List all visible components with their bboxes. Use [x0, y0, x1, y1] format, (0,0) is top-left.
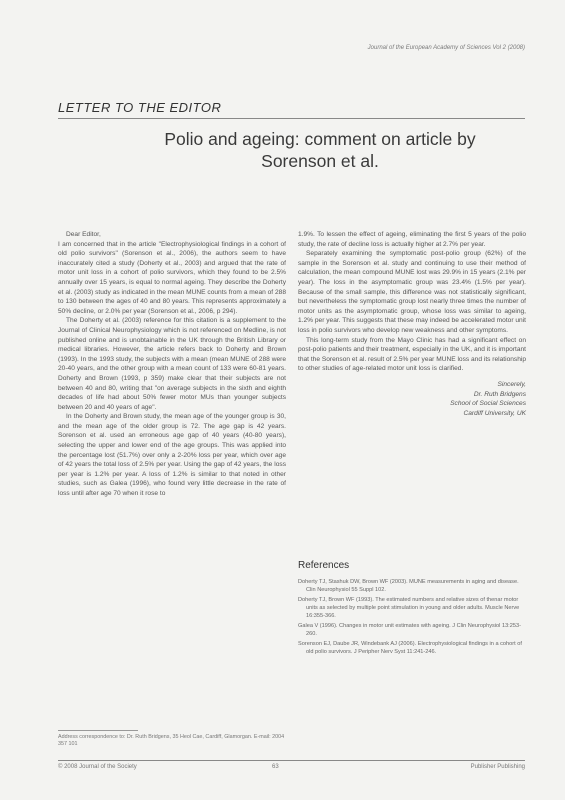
- title-line-1: Polio and ageing: comment on article by: [164, 129, 476, 149]
- footnote: Address correspondence to: Dr. Ruth Bridgens, 35 Heol Cae, Cardiff, Glamorgan. E-mail: 2004 357 101: [58, 734, 285, 747]
- reference-item: Doherty TJ, Stashuk DW, Brown WF (2003). MUNE measurements in aging and disease. Clin Neurophysiol 55 Suppl 102.: [298, 579, 519, 593]
- section-label: LETTER TO THE EDITOR: [58, 100, 222, 115]
- reference-item: Galea V (1996). Changes in motor unit estimates with ageing. J Clin Neurophysiol 13:253-260.: [298, 623, 521, 637]
- paragraph: This long-term study from the Mayo Clinic has had a significant effect on post-polio patients and their treatment, especially in the UK, and it is important that the Sorenson et al. result of 2.5% per year MUNE loss and its relationship to other studies of age-related motor unit loss is clarified.: [298, 336, 526, 373]
- left-column: [58, 230, 286, 499]
- references-list: [298, 578, 526, 658]
- footer-copyright: © 2008 Journal of the Society: [58, 764, 137, 770]
- paragraph: The Doherty et al. (2003) reference for this citation is a supplement to the Journal of Clinical Neurophysiology which is not referenced on Medline, is not published online and is unobtainable in the UK through the British Library or medical libraries. However, the article refers back to Doherty and Brown (1993). In the 1993 study, the subjects with a mean (mean MUNE of 288 were 20-40 years, and the other group with a mean count of 133 were 60-81 years. Doherty and Brown (1993, p 359) make clear that their subjects are not between 40 and 80, writing that "on average subjects in the sixth and eighth decades of life had about 50% fewer motor MUs than younger subjects between 20 and 40 years of age".: [58, 317, 286, 411]
- journal-header: Journal of the European Academy of Sciences Vol 2 (2008): [367, 45, 525, 51]
- reference-item: Sorenson EJ, Daube JR, Windebank AJ (2006). Electrophysiological findings in a cohort of old polio survivors. J Peripher Nerv Syst 11:241-246.: [298, 641, 522, 655]
- footnote-rule: [58, 730, 138, 731]
- right-column: [298, 230, 526, 418]
- paragraph: Separately examining the symptomatic post-polio group (62%) of the sample in the Sorenson et al. study and continuing to use their method of calculation, the mean compound MUNE lost was 29.9% in 15 years (2.1% per year). The loss in the asymptomatic group was 23.4% (1.5% per year). Because of the small sample, this difference was not statistically significant, but nevertheless the symptomatic group lost nearly three times the number of motor units as the asymptomatic group, whose loss was similar to ageing, 1.2% per year. This suggests that these may indeed be accelerated motor unit loss in polio survivors who develop new weakness and other symptoms.: [298, 250, 526, 334]
- references-title: References: [298, 560, 350, 571]
- page-number: 63: [272, 764, 279, 770]
- signoff-dept: School of Social Sciences: [450, 400, 526, 408]
- article-title: [140, 128, 500, 172]
- signoff-name: Dr. Ruth Bridgens: [473, 390, 526, 398]
- header-rule: [58, 118, 525, 119]
- paragraph: 1.9%. To lessen the effect of ageing, eliminating the first 5 years of the polio study, the rate of decline loss is actually higher at 2.7% per year.: [298, 231, 526, 248]
- footer-rule: [58, 760, 525, 761]
- salutation: Dear Editor,: [66, 231, 101, 238]
- paragraph: In the Doherty and Brown study, the mean age of the younger group is 30, and the mean age of the older group is 72. The age gap is 42 years. Sorenson et al. used an erroneous age gap of 40 years (40-80 years), selecting the upper and lower end of the age groups. This was applied into the percentage lost (51.7%) over only a 2-20% loss per year, which over age of 42 years the total loss of 2.5% per year. Using the gap of 42 years, the loss per year is 1.2% per year. A loss of 1.2% is similar to that noted in other studies, such as Galea (1996), who found very little decrease in the rate of loss until after age 70 when it rose to: [58, 413, 286, 498]
- signoff-institution: Cardiff University, UK: [463, 409, 526, 417]
- paragraph: I am concerned that in the article "Electrophysiological findings in a cohort of old polio survivors" (Sorenson et al., 2006), the authors seem to have inaccurately cited a study (Doherty et al., 2003) and argued that the rate of motor unit loss in a cohort of polio survivors, which they found to be 2.5% annually over 15 years, is equal to normal ageing. They describe the Doherty et al. (2003) study as indicated in the mean MUNE counts from a mean of 288 to 130 between the ages of 40 and 80 years. This represents approximately a 50% decline, or 2.0% per year (Sorenson et al., 2006, p 294).: [58, 240, 286, 315]
- title-line-2: Sorenson et al.: [261, 151, 379, 171]
- reference-item: Doherty TJ, Brown WF (1993). The estimated numbers and relative sizes of thenar motor units as selected by multiple point stimulation in young and older adults. Muscle Nerve 16:355-366.: [298, 597, 520, 619]
- signoff: [298, 380, 526, 418]
- signoff-closing: Sincerely,: [497, 380, 526, 388]
- footer-publisher: Publisher Publishing: [470, 764, 525, 770]
